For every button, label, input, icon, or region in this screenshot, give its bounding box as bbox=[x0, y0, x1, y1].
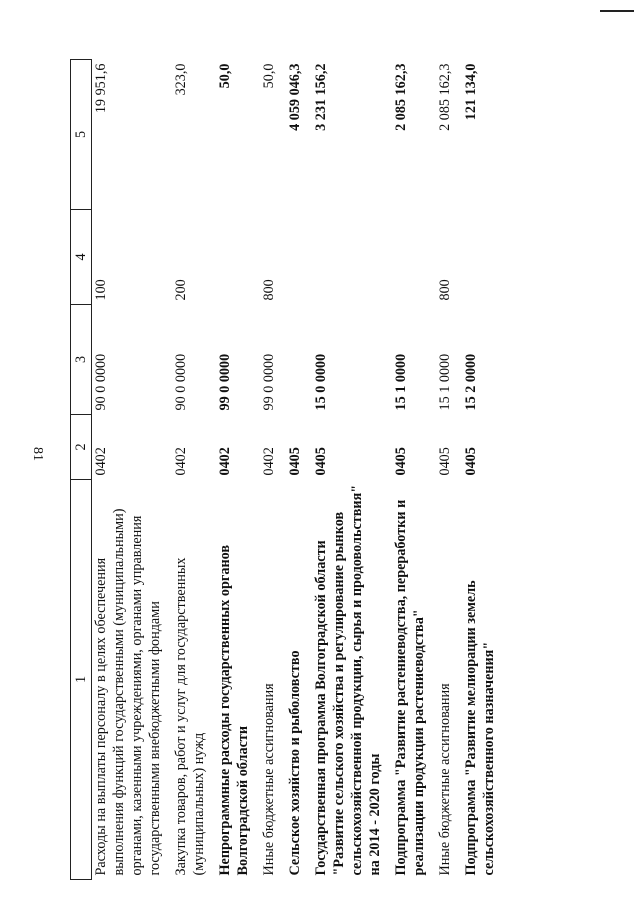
row-amount-cell: 19 951,6 bbox=[93, 63, 109, 114]
row-name-cell: Сельское хозяйство и рыболовство bbox=[287, 650, 303, 876]
row-target-cell: 15 0 0000 bbox=[313, 353, 329, 411]
row-name-cell: Закупка товаров, работ и услуг для государственных (муниципальных) нужд bbox=[173, 557, 207, 876]
header-cell: 5 bbox=[71, 60, 92, 210]
row-type-cell: 800 bbox=[261, 279, 277, 301]
row-type-cell bbox=[286, 210, 304, 305]
row-name-cell: Непрограммные расходы государственных органов Волгоградской области bbox=[217, 544, 251, 876]
top-rule bbox=[600, 10, 634, 12]
header-cell: 4 bbox=[71, 210, 92, 305]
row-spacer bbox=[304, 60, 312, 880]
page-number: 81 bbox=[30, 447, 45, 461]
row-amount-cell: 2 085 162,3 bbox=[393, 63, 409, 131]
table-row bbox=[92, 60, 165, 880]
row-amount-cell: 3 231 156,2 bbox=[313, 63, 329, 131]
row-target-cell: 15 1 0000 bbox=[437, 353, 453, 411]
row-spacer bbox=[208, 60, 216, 880]
row-target-cell: 99 0 0000 bbox=[261, 353, 277, 411]
row-target-cell: 15 1 0000 bbox=[393, 353, 409, 411]
row-name-cell: Государственная программа Волгоградской области "Развитие сельского хозяйства и регулирование рынков сельскохозяйственной продукции, сырья и продовольствия" на 2014 - 2020 годы bbox=[313, 484, 383, 876]
row-amount-cell: 2 085 162,3 bbox=[437, 63, 453, 131]
row-target-cell: 15 2 0000 bbox=[463, 353, 479, 411]
table-body bbox=[92, 60, 499, 880]
table-row bbox=[216, 60, 252, 880]
table-row bbox=[260, 60, 278, 880]
table-row bbox=[462, 60, 498, 880]
row-type-cell: 100 bbox=[93, 279, 109, 301]
row-name-cell: Подпрограмма "Развитие мелиорации земель сельскохозяйственного назначения" bbox=[463, 580, 497, 876]
row-spacer bbox=[454, 60, 462, 880]
row-amount-cell: 50,0 bbox=[261, 63, 277, 89]
row-code-cell: 0402 bbox=[93, 447, 109, 476]
rotated-sheet bbox=[70, 60, 530, 880]
row-name-cell: Иные бюджетные ассигнования bbox=[437, 683, 453, 876]
row-type-cell bbox=[216, 210, 252, 305]
row-target-cell bbox=[286, 305, 304, 415]
header-cell: 1 bbox=[71, 480, 92, 880]
table-row bbox=[286, 60, 304, 880]
row-code-cell: 0405 bbox=[287, 447, 303, 476]
row-amount-cell: 50,0 bbox=[217, 63, 233, 89]
row-amount-cell: 323,0 bbox=[173, 63, 189, 96]
table-row bbox=[436, 60, 454, 880]
row-spacer bbox=[384, 60, 392, 880]
row-spacer bbox=[278, 60, 286, 880]
row-type-cell: 800 bbox=[437, 279, 453, 301]
row-name-cell: Подпрограмма "Развитие растениеводства, переработки и реализации продукции растениеводства" bbox=[393, 499, 427, 876]
table-header bbox=[71, 60, 92, 880]
row-name-cell: Расходы на выплаты персоналу в целях обеспечения выполнения функций государственными (муниципальными) органами, казенными учреждениями, органами управления государственными внебюджетными фондами bbox=[93, 508, 163, 876]
row-type-cell bbox=[312, 210, 384, 305]
row-code-cell: 0402 bbox=[261, 447, 277, 476]
row-type-cell bbox=[392, 210, 428, 305]
row-target-cell: 99 0 0000 bbox=[217, 353, 233, 411]
row-spacer bbox=[252, 60, 260, 880]
row-code-cell: 0405 bbox=[463, 447, 479, 476]
header-cell: 3 bbox=[71, 305, 92, 415]
row-code-cell: 0405 bbox=[393, 447, 409, 476]
table-row bbox=[392, 60, 428, 880]
row-code-cell: 0402 bbox=[173, 447, 189, 476]
row-spacer bbox=[164, 60, 172, 880]
row-target-cell: 90 0 0000 bbox=[93, 353, 109, 411]
row-amount-cell: 4 059 046,3 bbox=[287, 63, 303, 131]
table-row bbox=[172, 60, 208, 880]
row-code-cell: 0405 bbox=[437, 447, 453, 476]
row-amount-cell: 121 134,0 bbox=[463, 63, 479, 121]
row-code-cell: 0405 bbox=[313, 447, 329, 476]
row-type-cell: 200 bbox=[173, 279, 189, 301]
budget-table bbox=[70, 59, 498, 880]
row-type-cell bbox=[462, 210, 498, 305]
row-spacer bbox=[428, 60, 436, 880]
header-cell: 2 bbox=[71, 415, 92, 480]
row-name-cell: Иные бюджетные ассигнования bbox=[261, 683, 277, 876]
row-code-cell: 0402 bbox=[217, 447, 233, 476]
row-target-cell: 90 0 0000 bbox=[173, 353, 189, 411]
table-row bbox=[312, 60, 384, 880]
